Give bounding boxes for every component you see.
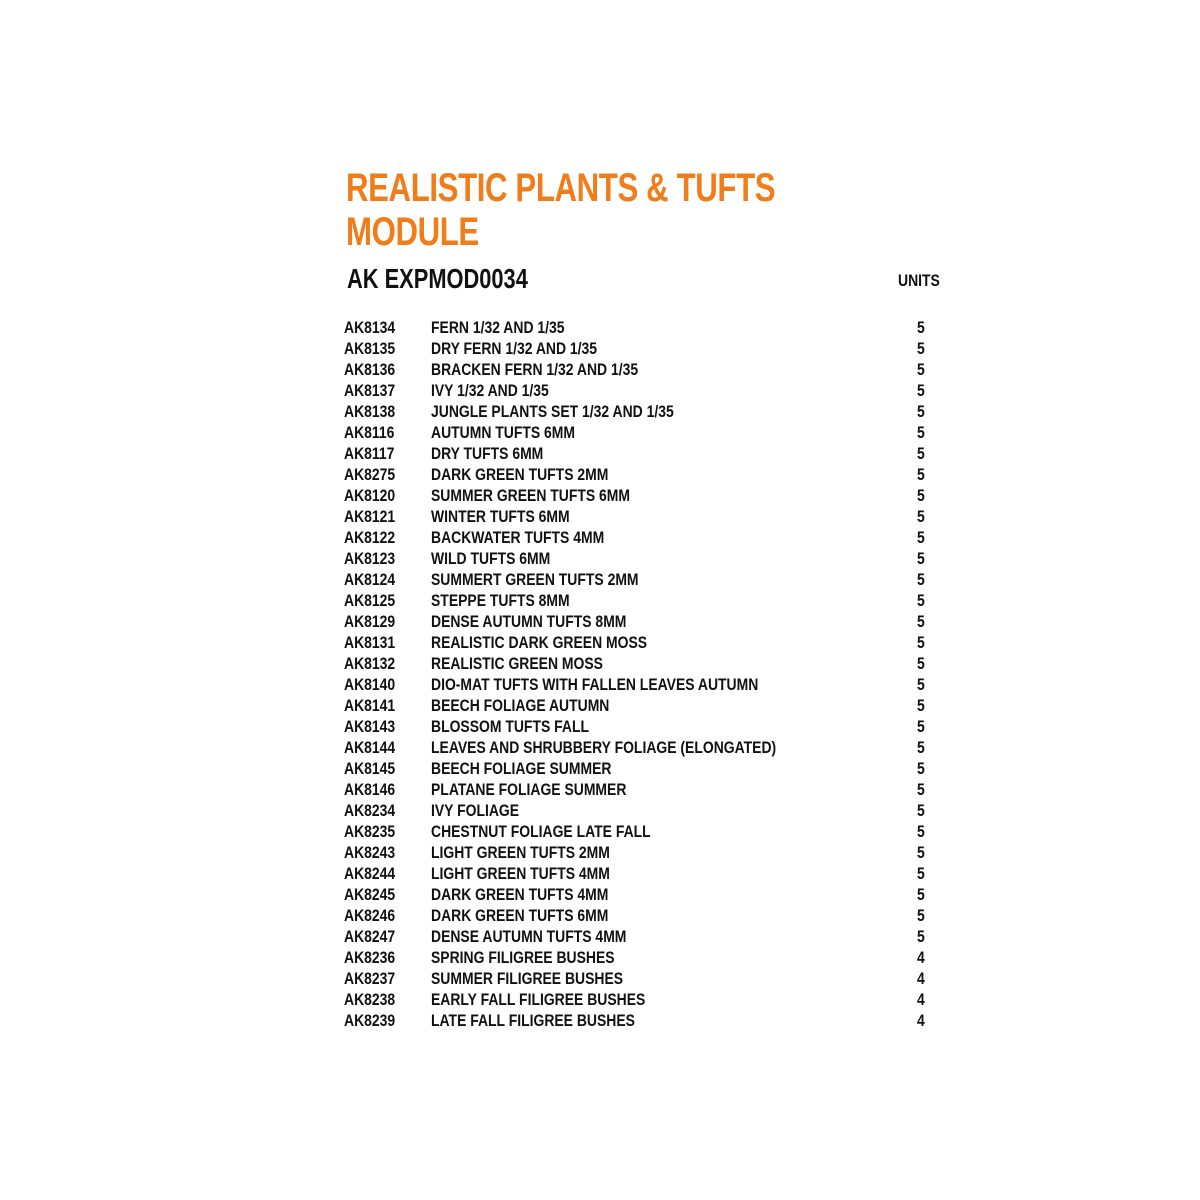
item-reference: AK8129	[344, 612, 396, 631]
item-units: 5	[917, 927, 925, 946]
item-reference: AK8138	[344, 402, 396, 421]
item-units: 5	[917, 423, 925, 442]
item-reference: AK8243	[344, 843, 396, 862]
list-item	[344, 947, 944, 968]
item-name: BEECH FOLIAGE SUMMER	[431, 759, 612, 778]
item-reference: AK8237	[344, 969, 396, 988]
item-name: SUMMERT GREEN TUFTS 2MM	[431, 570, 639, 589]
list-item	[344, 863, 944, 884]
item-reference: AK8122	[344, 528, 396, 547]
item-name: WILD TUFTS 6MM	[431, 549, 551, 568]
item-units: 5	[917, 318, 925, 337]
item-list	[344, 317, 944, 1031]
title-line-2: MODULE	[346, 210, 479, 254]
list-item	[344, 968, 944, 989]
item-name: DARK GREEN TUFTS 6MM	[431, 906, 609, 925]
item-units: 5	[917, 360, 925, 379]
list-item	[344, 443, 944, 464]
item-units: 5	[917, 717, 925, 736]
item-name: STEPPE TUFTS 8MM	[431, 591, 570, 610]
units-column-header: UNITS	[898, 271, 940, 290]
item-reference: AK8144	[344, 738, 396, 757]
item-reference: AK8141	[344, 696, 396, 715]
item-units: 5	[917, 675, 925, 694]
item-units: 5	[917, 759, 925, 778]
list-item	[344, 317, 944, 338]
item-name: DENSE AUTUMN TUFTS 8MM	[431, 612, 627, 631]
list-item	[344, 632, 944, 653]
item-reference: AK8235	[344, 822, 396, 841]
list-item	[344, 611, 944, 632]
item-reference: AK8135	[344, 339, 396, 358]
item-units: 5	[917, 486, 925, 505]
item-name: WINTER TUFTS 6MM	[431, 507, 570, 526]
list-item	[344, 380, 944, 401]
item-units: 5	[917, 696, 925, 715]
item-reference: AK8121	[344, 507, 396, 526]
item-reference: AK8131	[344, 633, 396, 652]
item-reference: AK8123	[344, 549, 396, 568]
item-units: 5	[917, 822, 925, 841]
item-reference: AK8132	[344, 654, 396, 673]
item-units: 5	[917, 465, 925, 484]
item-reference: AK8275	[344, 465, 396, 484]
list-item	[344, 800, 944, 821]
list-item	[344, 485, 944, 506]
item-units: 5	[917, 528, 925, 547]
list-item	[344, 905, 944, 926]
item-reference: AK8247	[344, 927, 396, 946]
list-item	[344, 590, 944, 611]
item-reference: AK8116	[344, 423, 395, 442]
item-name: REALISTIC GREEN MOSS	[431, 654, 603, 673]
item-reference: AK8239	[344, 1011, 396, 1030]
item-reference: AK8246	[344, 906, 396, 925]
item-name: LIGHT GREEN TUFTS 4MM	[431, 864, 610, 883]
item-name: EARLY FALL FILIGREE BUSHES	[431, 990, 646, 1009]
item-name: IVY FOLIAGE	[431, 801, 520, 820]
list-item	[344, 359, 944, 380]
item-units: 5	[917, 444, 925, 463]
list-item	[344, 842, 944, 863]
item-units: 4	[917, 969, 925, 988]
item-units: 5	[917, 591, 925, 610]
item-name: DRY FERN 1/32 AND 1/35	[431, 339, 598, 358]
item-reference: AK8117	[344, 444, 395, 463]
item-reference: AK8134	[344, 318, 396, 337]
item-reference: AK8244	[344, 864, 396, 883]
list-item	[344, 674, 944, 695]
item-reference: AK8137	[344, 381, 396, 400]
item-reference: AK8125	[344, 591, 396, 610]
item-units: 4	[917, 948, 925, 967]
item-name: CHESTNUT FOLIAGE LATE FALL	[431, 822, 651, 841]
item-name: DENSE AUTUMN TUFTS 4MM	[431, 927, 627, 946]
item-units: 5	[917, 780, 925, 799]
item-reference: AK8140	[344, 675, 396, 694]
item-name: BLOSSOM TUFTS FALL	[431, 717, 589, 736]
item-name: SPRING FILIGREE BUSHES	[431, 948, 615, 967]
item-name: SUMMER GREEN TUFTS 6MM	[431, 486, 631, 505]
item-units: 5	[917, 654, 925, 673]
item-units: 5	[917, 381, 925, 400]
module-code: AK EXPMOD0034	[347, 263, 528, 294]
item-reference: AK8136	[344, 360, 396, 379]
item-name: DARK GREEN TUFTS 2MM	[431, 465, 609, 484]
list-item	[344, 758, 944, 779]
list-item	[344, 695, 944, 716]
item-reference: AK8238	[344, 990, 396, 1009]
item-reference: AK8120	[344, 486, 396, 505]
item-reference: AK8146	[344, 780, 396, 799]
item-units: 4	[917, 990, 925, 1009]
list-item	[344, 1010, 944, 1031]
list-item	[344, 821, 944, 842]
list-item	[344, 422, 944, 443]
item-units: 5	[917, 906, 925, 925]
item-units: 5	[917, 738, 925, 757]
item-name: BEECH FOLIAGE AUTUMN	[431, 696, 610, 715]
item-units: 5	[917, 885, 925, 904]
list-item	[344, 653, 944, 674]
list-item	[344, 779, 944, 800]
item-name: DARK GREEN TUFTS 4MM	[431, 885, 609, 904]
item-reference: AK8234	[344, 801, 396, 820]
item-name: FERN 1/32 AND 1/35	[431, 318, 565, 337]
item-name: SUMMER FILIGREE BUSHES	[431, 969, 624, 988]
list-item	[344, 569, 944, 590]
list-item	[344, 926, 944, 947]
item-name: DIO-MAT TUFTS WITH FALLEN LEAVES AUTUMN	[431, 675, 759, 694]
item-name: LIGHT GREEN TUFTS 2MM	[431, 843, 610, 862]
item-units: 5	[917, 633, 925, 652]
item-units: 5	[917, 612, 925, 631]
item-name: REALISTIC DARK GREEN MOSS	[431, 633, 648, 652]
item-reference: AK8143	[344, 717, 396, 736]
item-name: JUNGLE PLANTS SET 1/32 AND 1/35	[431, 402, 674, 421]
item-name: AUTUMN TUFTS 6MM	[431, 423, 576, 442]
item-name: LEAVES AND SHRUBBERY FOLIAGE (ELONGATED)	[431, 738, 777, 757]
list-item	[344, 884, 944, 905]
item-reference: AK8145	[344, 759, 396, 778]
item-name: BRACKEN FERN 1/32 AND 1/35	[431, 360, 639, 379]
item-reference: AK8236	[344, 948, 396, 967]
list-item	[344, 989, 944, 1010]
list-item	[344, 548, 944, 569]
item-name: PLATANE FOLIAGE SUMMER	[431, 780, 627, 799]
item-units: 5	[917, 801, 925, 820]
item-units: 5	[917, 507, 925, 526]
list-item	[344, 401, 944, 422]
page-title	[346, 166, 783, 254]
item-name: BACKWATER TUFTS 4MM	[431, 528, 605, 547]
title-line-1: REALISTIC PLANTS & TUFTS	[346, 166, 776, 210]
item-reference: AK8245	[344, 885, 396, 904]
list-item	[344, 338, 944, 359]
item-units: 4	[917, 1011, 925, 1030]
item-units: 5	[917, 402, 925, 421]
item-reference: AK8124	[344, 570, 396, 589]
item-name: DRY TUFTS 6MM	[431, 444, 544, 463]
item-name: LATE FALL FILIGREE BUSHES	[431, 1011, 635, 1030]
item-units: 5	[917, 843, 925, 862]
item-units: 5	[917, 339, 925, 358]
list-item	[344, 527, 944, 548]
item-units: 5	[917, 549, 925, 568]
list-item	[344, 464, 944, 485]
list-item	[344, 716, 944, 737]
item-units: 5	[917, 864, 925, 883]
list-item	[344, 506, 944, 527]
list-item	[344, 737, 944, 758]
item-name: IVY 1/32 AND 1/35	[431, 381, 549, 400]
item-units: 5	[917, 570, 925, 589]
